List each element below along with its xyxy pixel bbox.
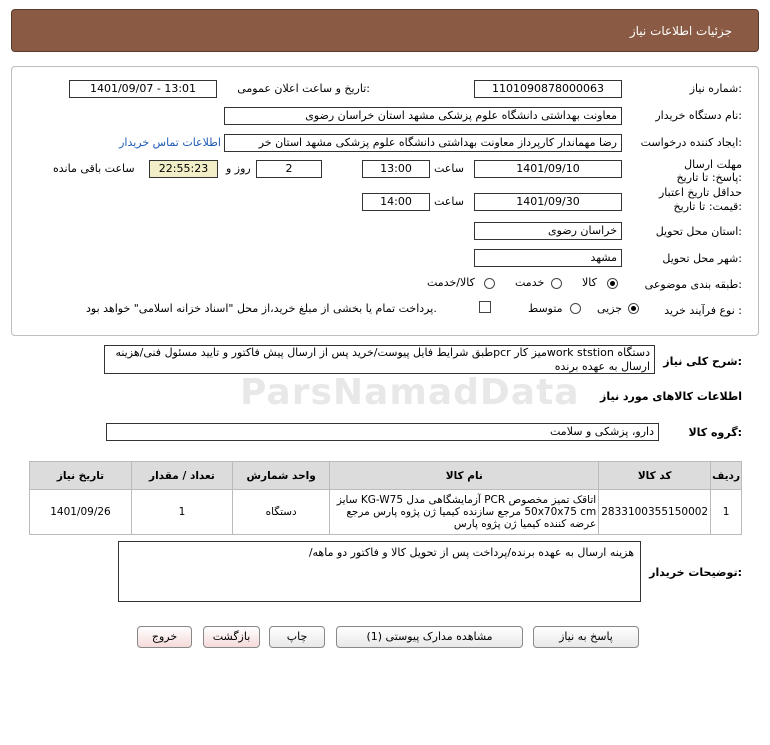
remaining-label: ساعت باقی مانده	[53, 162, 135, 175]
goods-section-title: اطلاعات کالاهای مورد نیاز	[600, 390, 742, 403]
validity-label-1: حداقل تاریخ اعتبار	[658, 186, 742, 199]
payment-note: پرداخت تمام یا بخشی از مبلغ خرید،از محل "اسناد خزانه اسلامی" خواهد بود.	[86, 302, 437, 315]
table-row	[30, 490, 742, 535]
province-label: استان محل تحویل:	[655, 225, 742, 238]
category-radio-goods[interactable]	[607, 278, 618, 289]
goods-group-field: دارو، پزشکی و سلامت	[106, 423, 659, 441]
days-label: روز و	[226, 162, 251, 175]
announce-field: 1401/09/07 - 13:01	[69, 80, 217, 98]
goods-group-label: گروه کالا:	[688, 426, 742, 439]
cell-date: 1401/09/26	[30, 490, 132, 535]
goods-table	[29, 461, 742, 535]
requester-label: ایجاد کننده درخواست:	[640, 136, 742, 149]
process-option-minor: جزیی	[597, 302, 623, 315]
reply-button[interactable]: پاسخ به نیاز	[533, 626, 639, 648]
need-number-label: شماره نیاز:	[689, 82, 742, 95]
category-option-goods-service: کالا/خدمت	[427, 276, 475, 289]
category-label: طبقه بندی موضوعی:	[644, 278, 742, 291]
watermark-logo: ParsNamadData	[240, 372, 580, 413]
process-option-medium: متوسط	[528, 302, 563, 315]
col-unit: واحد شمارش	[232, 462, 329, 490]
validity-date-field: 1401/09/30	[474, 193, 622, 211]
cell-qty: 1	[131, 490, 232, 535]
buyer-label: نام دستگاه خریدار:	[655, 109, 742, 122]
page-header	[11, 9, 759, 52]
need-number-field: 1101090878000063	[474, 80, 622, 98]
page-title: جزئیات اطلاعات نیاز	[629, 24, 732, 38]
validity-label-2: قیمت: تا تاریخ:	[673, 200, 742, 213]
treasury-checkbox[interactable]	[479, 301, 491, 313]
col-row: ردیف	[711, 462, 742, 490]
validity-time-label: ساعت	[434, 195, 464, 208]
category-radio-goods-service[interactable]	[484, 278, 495, 289]
days-field: 2	[256, 160, 322, 178]
print-button[interactable]: چاپ	[269, 626, 325, 648]
back-button[interactable]: بازگشت	[203, 626, 260, 648]
goods-table-header	[30, 462, 742, 490]
validity-time-field: 14:00	[362, 193, 430, 211]
process-radio-medium[interactable]	[570, 303, 581, 314]
notes-text: هزینه ارسال به عهده برنده/پرداخت پس از تحویل کالا و فاکتور دو ماهه/	[118, 541, 641, 602]
category-radio-service[interactable]	[551, 278, 562, 289]
buyer-contact-link[interactable]: اطلاعات تماس خریدار	[119, 136, 221, 149]
cell-name: اتاقک تمیز مخصوص PCR آزمایشگاهی مدل KG-W75 سایز 50x70x75 cm مرجع سازنده کیمیا ژن پژوه پارس مرجع عرضه کننده کیمیا ژن پژوه پارس	[330, 490, 599, 535]
province-field: خراسان رضوی	[474, 222, 622, 240]
col-date: تاریخ نیاز	[30, 462, 132, 490]
col-qty: تعداد / مقدار	[131, 462, 232, 490]
attachments-button[interactable]: مشاهده مدارک پیوستی (1)	[336, 626, 523, 648]
notes-label: توضیحات خریدار:	[649, 566, 742, 579]
cell-code: 2833100355150002	[599, 490, 711, 535]
deadline-date-field: 1401/09/10	[474, 160, 622, 178]
deadline-label: مهلت ارسال پاسخ: تا تاریخ:	[676, 158, 742, 184]
process-label: نوع فرآیند خرید :	[664, 304, 742, 317]
deadline-time-field: 13:00	[362, 160, 430, 178]
category-option-goods: کالا	[582, 276, 597, 289]
cell-unit: دستگاه	[232, 490, 329, 535]
process-radio-minor[interactable]	[628, 303, 639, 314]
category-option-service: خدمت	[515, 276, 545, 289]
exit-button[interactable]: خروج	[137, 626, 192, 648]
description-label: شرح کلی نیاز:	[663, 355, 742, 368]
buyer-field: معاونت بهداشتی دانشگاه علوم پزشکی مشهد استان خراسان رضوی	[224, 107, 622, 125]
city-field: مشهد	[474, 249, 622, 267]
col-code: کد کالا	[599, 462, 711, 490]
remaining-time-field: 22:55:23	[149, 160, 218, 178]
cell-row: 1	[711, 490, 742, 535]
description-text: دستگاه work ststionمیز کار pcrطبق شرایط فایل پیوست/خرید پس از ارسال پیش فاکتور و تایید مسئول فنی/هزینه ارسال به عهده برنده	[104, 345, 655, 374]
city-label: شهر محل تحویل:	[662, 252, 742, 265]
requester-field: رضا مهماندار کارپرداز معاونت بهداشتی دانشگاه علوم پزشکی مشهد استان خر	[224, 134, 622, 152]
deadline-time-label: ساعت	[434, 162, 464, 175]
col-name: نام کالا	[330, 462, 599, 490]
announce-label: تاریخ و ساعت اعلان عمومی:	[237, 82, 370, 95]
